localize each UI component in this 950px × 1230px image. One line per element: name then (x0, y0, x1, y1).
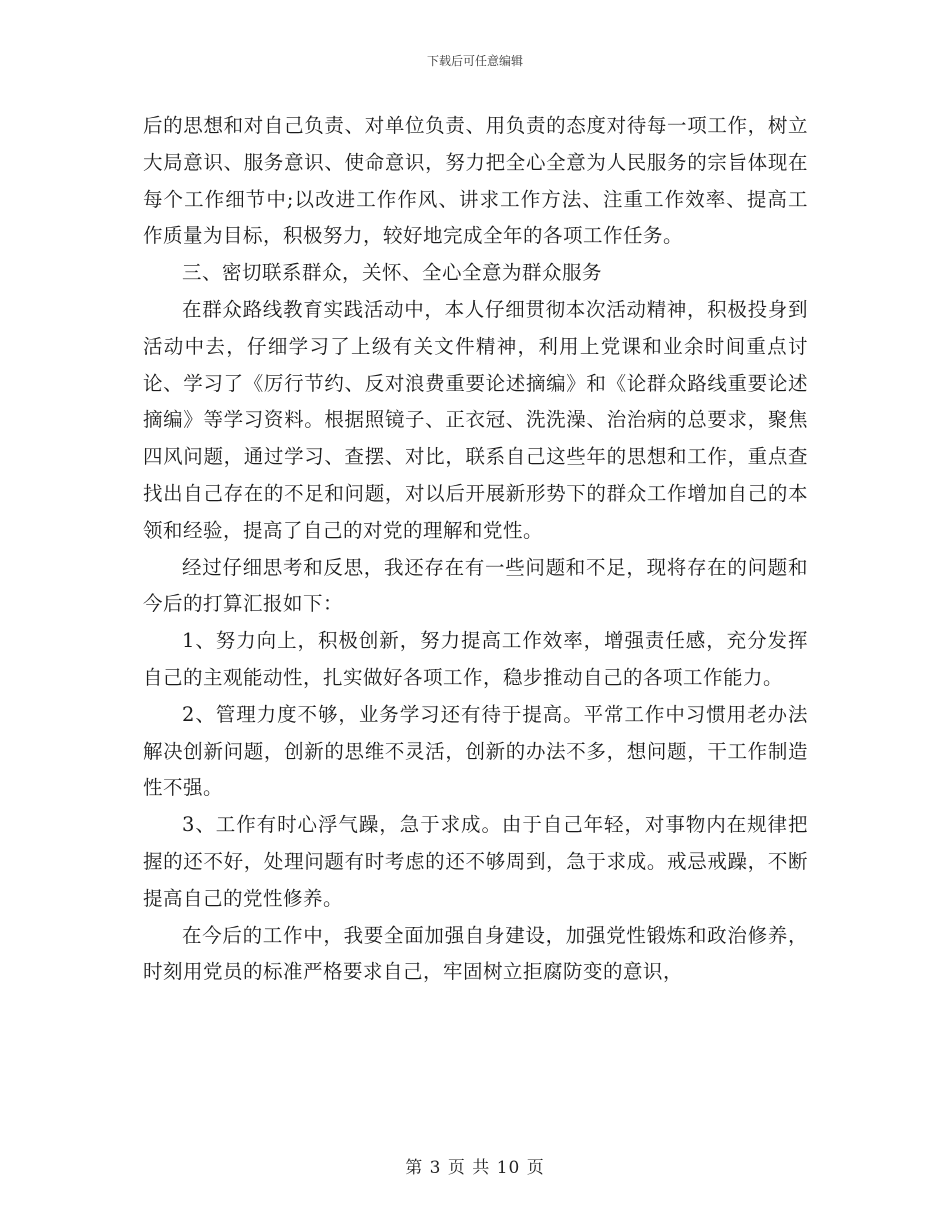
section-heading: 三、密切联系群众，关怀、全心全意为群众服务 (182, 261, 603, 285)
list-item: 3、工作有时心浮气躁，急于求成。由于自己年轻，对事物内在规律把握的还不好，处理问题有时考虑的还不够周到，急于求成。戒忌戒躁，不断提高自己的党性修养。 (143, 813, 808, 910)
paragraph: 经过仔细思考和反思，我还存在有一些问题和不足，现将存在的问题和今后的打算汇报如下： (143, 555, 808, 616)
list-item: 2、管理力度不够，业务学习还有待于提高。平常工作中习惯用老办法解决创新问题，创新的思维不灵活，创新的办法不多，想问题，干工作制造性不强。 (143, 702, 808, 800)
page-number: 第 3 页 共 10 页 (405, 1158, 545, 1178)
header-note: 下载后可任意编辑 (426, 54, 523, 68)
paragraph: 在群众路线教育实践活动中，本人仔细贯彻本次活动精神，积极投身到活动中去，仔细学习了上级有关文件精神，利用上党课和业余时间重点讨论、学习了《厉行节约、反对浪费重要论述摘编》和《论群众路线重要论述摘编》等学习资料。根据照镜子、正衣冠、洗洗澡、治治病的总要求，聚焦四风问题，通过学习、查摆、对比，联系自己这些年的思想和工作，重点查找出自己存在的不足和问题，对以后开展新形势下的群众工作增加自己的本领和经验，提高了自己的对党的理解和党性。 (143, 297, 808, 542)
paragraph: 后的思想和对自己负责、对单位负责、用负责的态度对待每一项工作，树立大局意识、服务意识、使命意识，努力把全心全意为人民服务的宗旨体现在每个工作细节中;以改进工作作风、讲求工作方法、注重工作效率、提高工作质量为目标，积极努力，较好地完成全年的各项工作任务。 (143, 114, 808, 248)
paragraph: 在今后的工作中，我要全面加强自身建设，加强党性锻炼和政治修养，时刻用党员的标准严格要求自己，牢固树立拒腐防变的意识， (143, 923, 808, 984)
list-item: 1、努力向上，积极创新，努力提高工作效率，增强责任感，充分发挥自己的主观能动性，扎实做好各项工作，稳步推动自己的各项工作能力。 (143, 629, 808, 689)
body-text (143, 108, 808, 991)
